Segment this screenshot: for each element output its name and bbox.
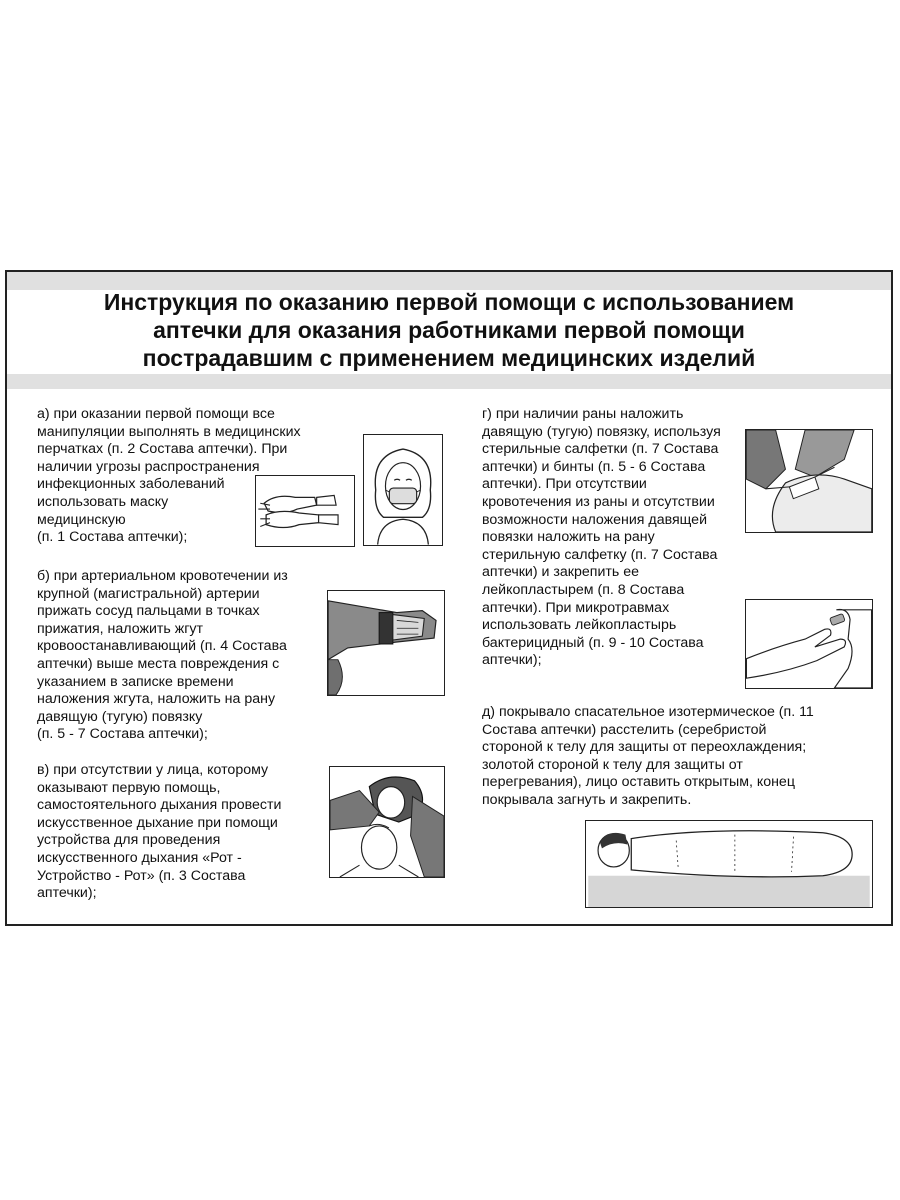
instruction-d: д) покрывало спасательное изотермическое (п. 11 Состава аптечки) расстелить (серебристой стороной к телу для защиты от переохлаждения; золотой стороной к телу для защиты от перегревания), лицо оставить открытым, конец покрывала загнуть и закрепить. bbox=[482, 704, 814, 808]
title-gray-band bbox=[7, 374, 891, 389]
mask-illustration bbox=[363, 434, 443, 546]
pressure-bandage-icon bbox=[746, 430, 872, 532]
rescue-breathing-icon bbox=[330, 767, 444, 877]
medical-mask-face-icon bbox=[364, 435, 442, 545]
bandage-illustration bbox=[745, 429, 873, 533]
thermal-blanket-illustration bbox=[585, 820, 873, 908]
rescue-breathing-illustration bbox=[329, 766, 445, 878]
adhesive-plaster-icon bbox=[746, 600, 872, 688]
plaster-illustration bbox=[745, 599, 873, 689]
tourniquet-illustration bbox=[327, 590, 445, 696]
poster-title: Инструкция по оказанию первой помощи с использованием аптечки для оказания работниками первой помощи пострадавшим с применением медицинских изделий bbox=[103, 289, 795, 371]
gloved-hands-icon bbox=[256, 476, 354, 546]
instruction-b: б) при артериальном кровотечении из крупной (магистральной) артерии прижать сосуд пальцами в точках прижатия, наложить жгут кровоостанавливающий (п. 4 Состава аптечки) выше места повреждения с указанием в записке времени наложения жгута, наложить на рану давящую (тугую) повязку (п. 5 - 7 Состава аптечки); bbox=[37, 568, 288, 743]
instruction-a: а) при оказании первой помощи все манипуляции выполнять в медицинских перчатках (п. 2 Состава аптечки). При наличии угрозы распространения инфекционных заболеваний использовать маску медицинскую (п. 1 Состава аптечки); bbox=[37, 406, 301, 546]
instruction-g: г) при наличии раны наложить давящую (тугую) повязку, используя стерильные салфетки (п. 7 Состава аптечки) и бинты (п. 5 - 6 Состава аптечки). При отсутствии кровотечения из раны и отсутствии возможности наложения давящей повязки наложить на рану стерильную салфетку (п. 7 Состава аптечки) и закрепить ее лейкопластырем (п. 8 Состава аптечки). При микротравмах использовать лейкопластырь бактерицидный (п. 9 - 10 Состава аптечки); bbox=[482, 406, 721, 669]
gloves-illustration bbox=[255, 475, 355, 547]
thermal-blanket-icon bbox=[586, 821, 872, 907]
tourniquet-arm-icon bbox=[328, 591, 444, 695]
instruction-v: в) при отсутствии у лица, которому оказывают первую помощь, самостоятельного дыхания провести искусственное дыхание при помощи устройства для проведения искусственного дыхания «Рот - Устройство - Рот» (п. 3 Состава аптечки); bbox=[37, 762, 282, 902]
first-aid-poster bbox=[5, 270, 893, 926]
